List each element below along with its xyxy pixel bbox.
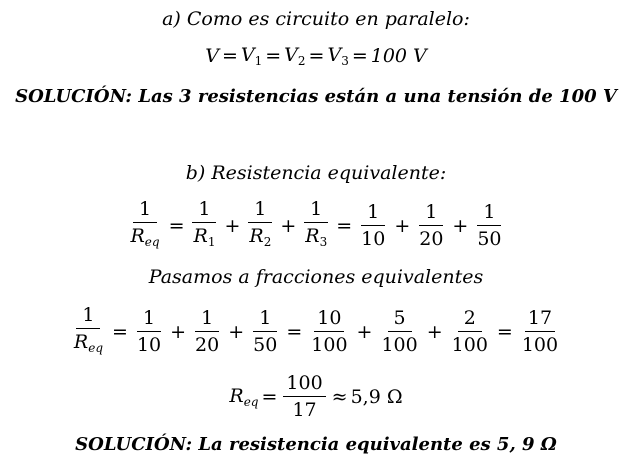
voltage-equation <box>0 44 632 68</box>
v-symbol: V <box>205 45 219 67</box>
fraction-1-50: $\frac{1}{50}$ <box>253 307 278 356</box>
solution-label: SOLUCIÓN <box>15 86 126 107</box>
fraction-1-req: $\frac{1}{R_{eq}}$ <box>130 198 160 249</box>
fraction-17-100: $\frac{17}{100}$ <box>521 307 559 356</box>
fraction-1-50: $\frac{1}{50}$ <box>477 201 502 250</box>
fraction-1-10: $\frac{1}{10}$ <box>136 307 162 356</box>
fraction-2-100: $\frac{2}{100}$ <box>451 307 488 356</box>
part-b-heading: b) Resistencia equivalente: <box>185 162 447 184</box>
fraction-1-r3: $\frac{1}{R_3}$ <box>305 198 328 249</box>
v1-symbol: $V_1$ <box>240 44 263 68</box>
equivalent-fractions-text: Pasamos a fracciones equivalentes <box>148 266 484 288</box>
approx-sign: ≈ <box>331 385 348 408</box>
fraction-1-10: $\frac{1}{10}$ <box>361 201 386 250</box>
fraction-1-req: $\frac{1}{R_{eq}}$ <box>73 304 104 355</box>
equivalent-resistance-result: $R_{eq}$ = $\frac{100}{17}$ ≈ 5,9 Ω <box>229 372 403 421</box>
equivalent-resistance-formula: $\frac{1}{R_{eq}}$ = $\frac{1}{R_1}$ + $\frac{1}{R_2}$ + $\frac{1}{R_3}$ = $\frac{1}{10}$ + $\frac{1}{20}$ + $\frac{1}{50}$ <box>0 198 632 253</box>
fraction-sum-equation: $\frac{1}{R_{eq}}$ = $\frac{1}{10}$ + $\frac{1}{20}$ + $\frac{1}{50}$ = $\frac{10}{100}$ + $\frac{5}{100}$ + $\frac{2}{100}$ = $\frac{17}{100}$ <box>0 304 632 359</box>
fraction-10-100: $\frac{10}{100}$ <box>311 307 348 356</box>
part-a-solution <box>0 86 632 107</box>
fraction-5-100: $\frac{5}{100}$ <box>381 307 418 356</box>
fraction-1-20: $\frac{1}{20}$ <box>195 307 220 356</box>
solution-text: : La resistencia equivalente es 5, 9 Ω <box>185 434 557 455</box>
fraction-1-20: $\frac{1}{20}$ <box>419 201 444 250</box>
part-b-solution <box>0 434 632 455</box>
voltage-value: 100 V <box>370 45 427 67</box>
fraction-1-r1: $\frac{1}{R_1}$ <box>193 198 216 249</box>
equals-sign: = <box>351 45 368 67</box>
equals-sign: = <box>308 45 325 67</box>
equals-sign: = <box>265 45 282 67</box>
v2-symbol: $V_2$ <box>284 44 306 68</box>
part-a-heading: a) Como es circuito en paralelo: <box>162 8 470 30</box>
fraction-1-r2: $\frac{1}{R_2}$ <box>249 198 272 249</box>
req-symbol: $R_{eq}$ <box>229 384 259 409</box>
v3-symbol: $V_3$ <box>327 44 349 68</box>
equals-sign: = <box>221 45 238 67</box>
resistance-value: 5,9 Ω <box>350 385 403 408</box>
solution-text: : Las 3 resistencias están a una tensión de 100 V <box>125 86 617 107</box>
solution-label: SOLUCIÓN <box>75 434 186 455</box>
fraction-100-17: $\frac{100}{17}$ <box>283 372 325 421</box>
